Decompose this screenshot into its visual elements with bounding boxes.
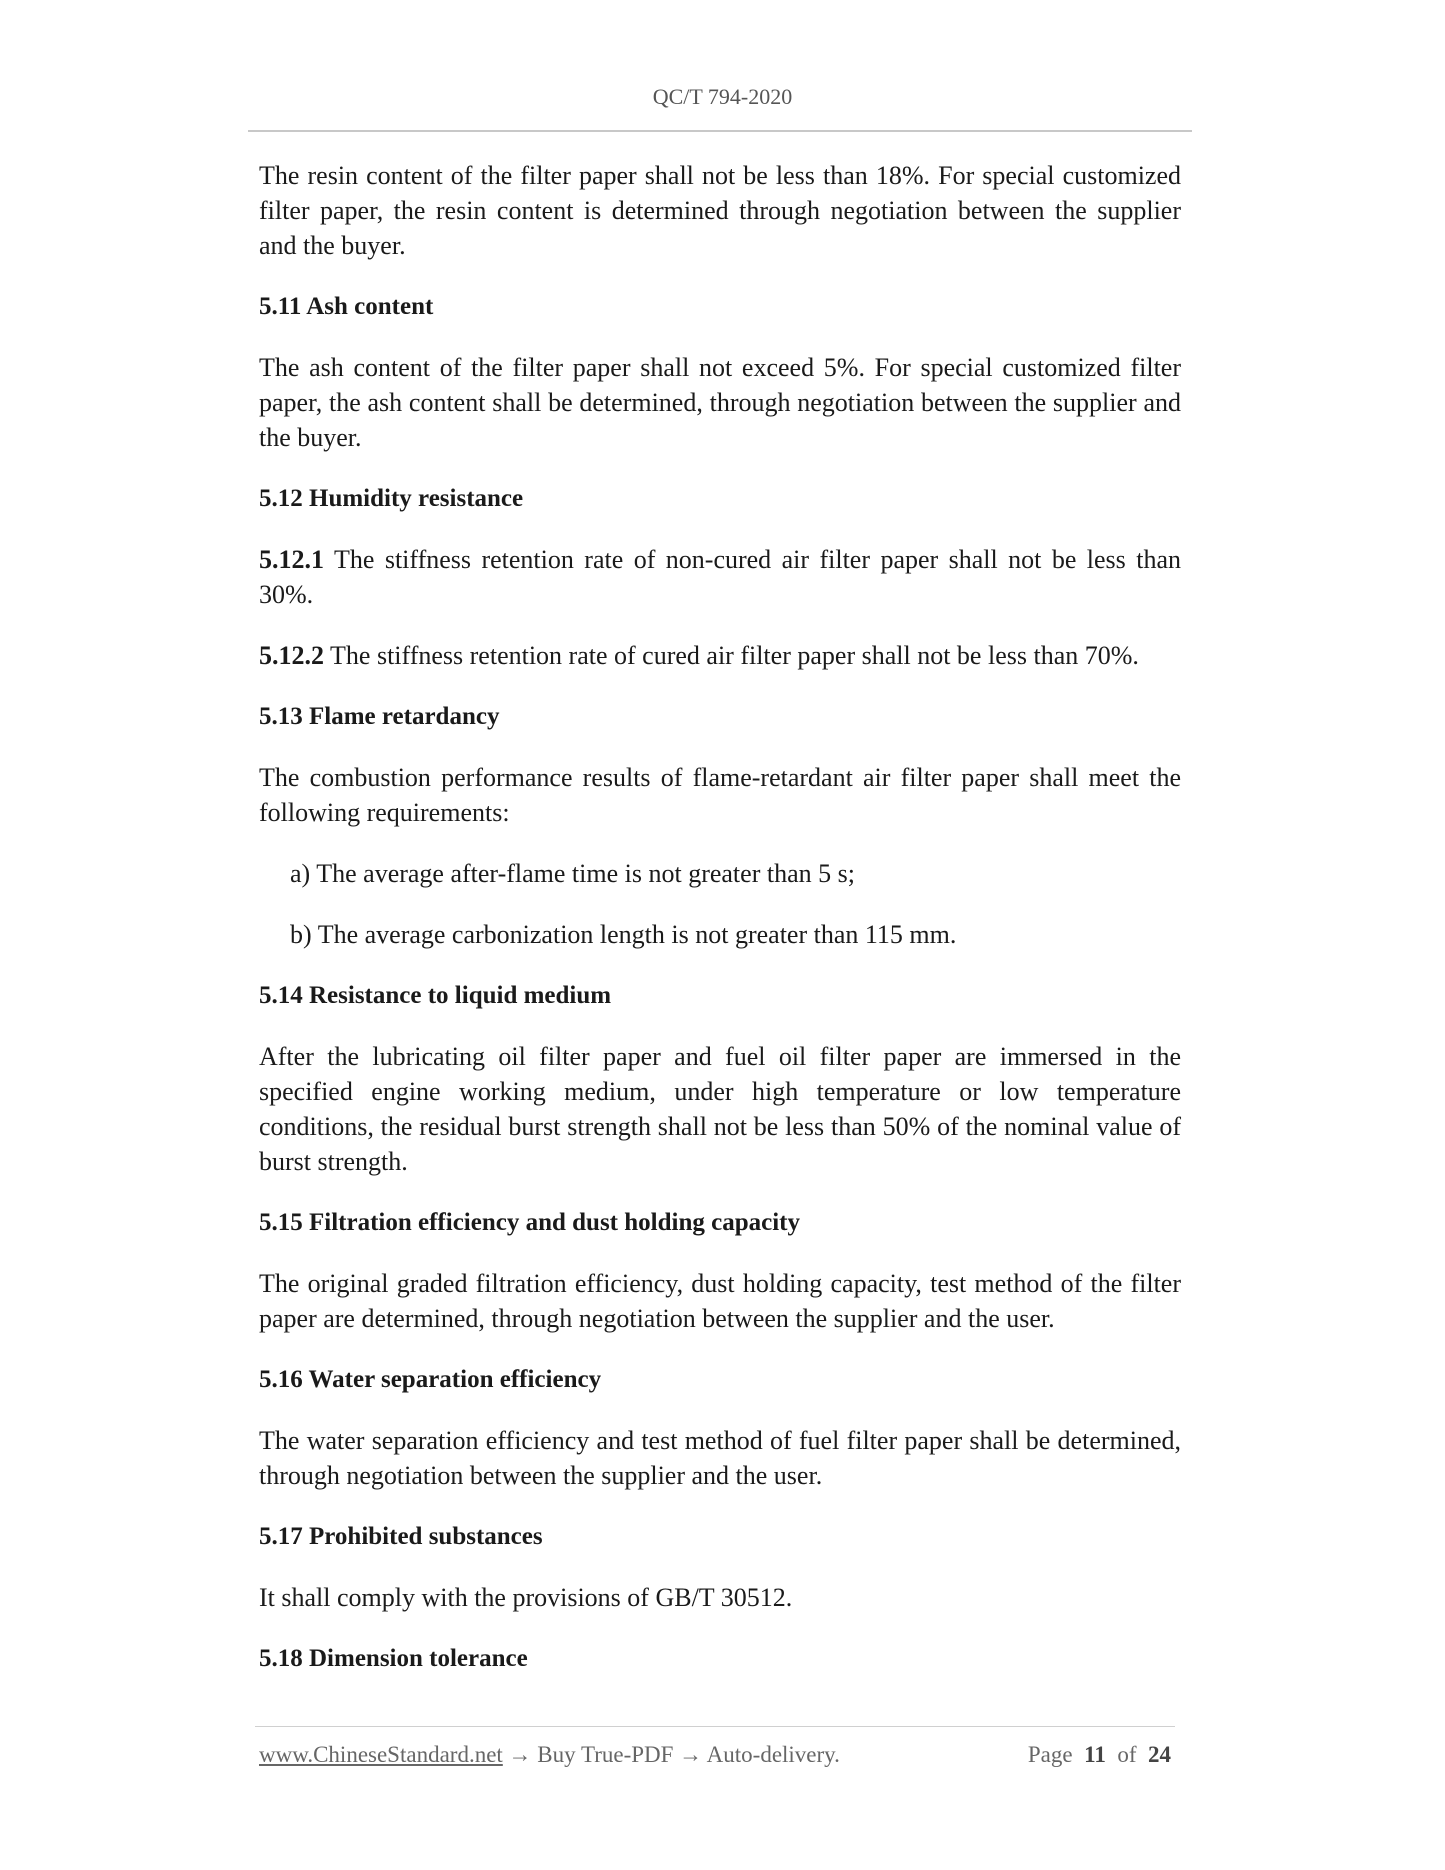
- of-word: of: [1117, 1742, 1137, 1767]
- page-content: [259, 158, 1181, 1702]
- heading-5-13: 5.13 Flame retardancy: [259, 703, 500, 730]
- footer-promo-text: → Buy True-PDF → Auto-delivery.: [502, 1742, 840, 1767]
- heading-5-11: 5.11 Ash content: [259, 293, 434, 320]
- paragraph-5-14: After the lubricating oil filter paper and fuel oil filter paper are immersed in the specified engine working medium, under high temperature or low temperature conditions, the residual burst strength shall not be less than 50% of the nominal value of burst strength.: [259, 1042, 1181, 1176]
- header-divider: [248, 130, 1192, 132]
- site-link[interactable]: www.ChineseStandard.net: [259, 1742, 503, 1767]
- clause-number: 5.12.2: [259, 641, 324, 670]
- footer-promo: [259, 1742, 840, 1767]
- heading-5-14: 5.14 Resistance to liquid medium: [259, 982, 612, 1009]
- header-doc-code: QC/T 794-2020: [652, 84, 793, 109]
- heading-5-17: 5.17 Prohibited substances: [259, 1523, 543, 1550]
- paragraph-5-16: The water separation efficiency and test method of fuel filter paper shall be determined, through negotiation between the supplier and the user.: [259, 1426, 1181, 1490]
- page-indicator: [1028, 1742, 1171, 1768]
- clause-text: The stiffness retention rate of cured air filter paper shall not be less than 70%.: [324, 641, 1139, 670]
- clause-number: 5.12.1: [259, 545, 324, 574]
- paragraph-5-11: The ash content of the filter paper shall not exceed 5%. For special customized filter paper, the ash content shall be determined, through negotiation between the supplier and the buyer.: [259, 353, 1181, 452]
- page-word: Page: [1027, 1742, 1073, 1767]
- paragraph-5-13: The combustion performance results of flame-retardant air filter paper shall meet the following requirements:: [259, 763, 1181, 827]
- paragraph-resin: The resin content of the filter paper shall not be less than 18%. For special customized filter paper, the resin content is determined through negotiation between the supplier and the buyer.: [259, 161, 1181, 260]
- heading-5-12: 5.12 Humidity resistance: [259, 485, 524, 512]
- clause-text: The stiffness retention rate of non-cured air filter paper shall not be less than 30%.: [259, 545, 1181, 609]
- page-total: 24: [1148, 1742, 1171, 1767]
- footer-divider: [255, 1726, 1175, 1727]
- page-number: 11: [1084, 1742, 1106, 1767]
- clause-5-12-2: [259, 638, 1181, 673]
- list-item-b: b) The average carbonization length is not greater than 115 mm.: [290, 920, 957, 949]
- paragraph-5-15: The original graded filtration efficiency, dust holding capacity, test method of the filter paper are determined, through negotiation between the supplier and the user.: [259, 1269, 1181, 1333]
- footer: [259, 1742, 1171, 1768]
- list-item-a: a) The average after-flame time is not greater than 5 s;: [290, 859, 855, 888]
- heading-5-18: 5.18 Dimension tolerance: [259, 1645, 528, 1672]
- clause-5-12-1: [259, 542, 1181, 612]
- heading-5-16: 5.16 Water separation efficiency: [259, 1366, 602, 1393]
- paragraph-5-17: It shall comply with the provisions of GB/T 30512.: [259, 1583, 793, 1612]
- heading-5-15: 5.15 Filtration efficiency and dust holding capacity: [259, 1209, 800, 1236]
